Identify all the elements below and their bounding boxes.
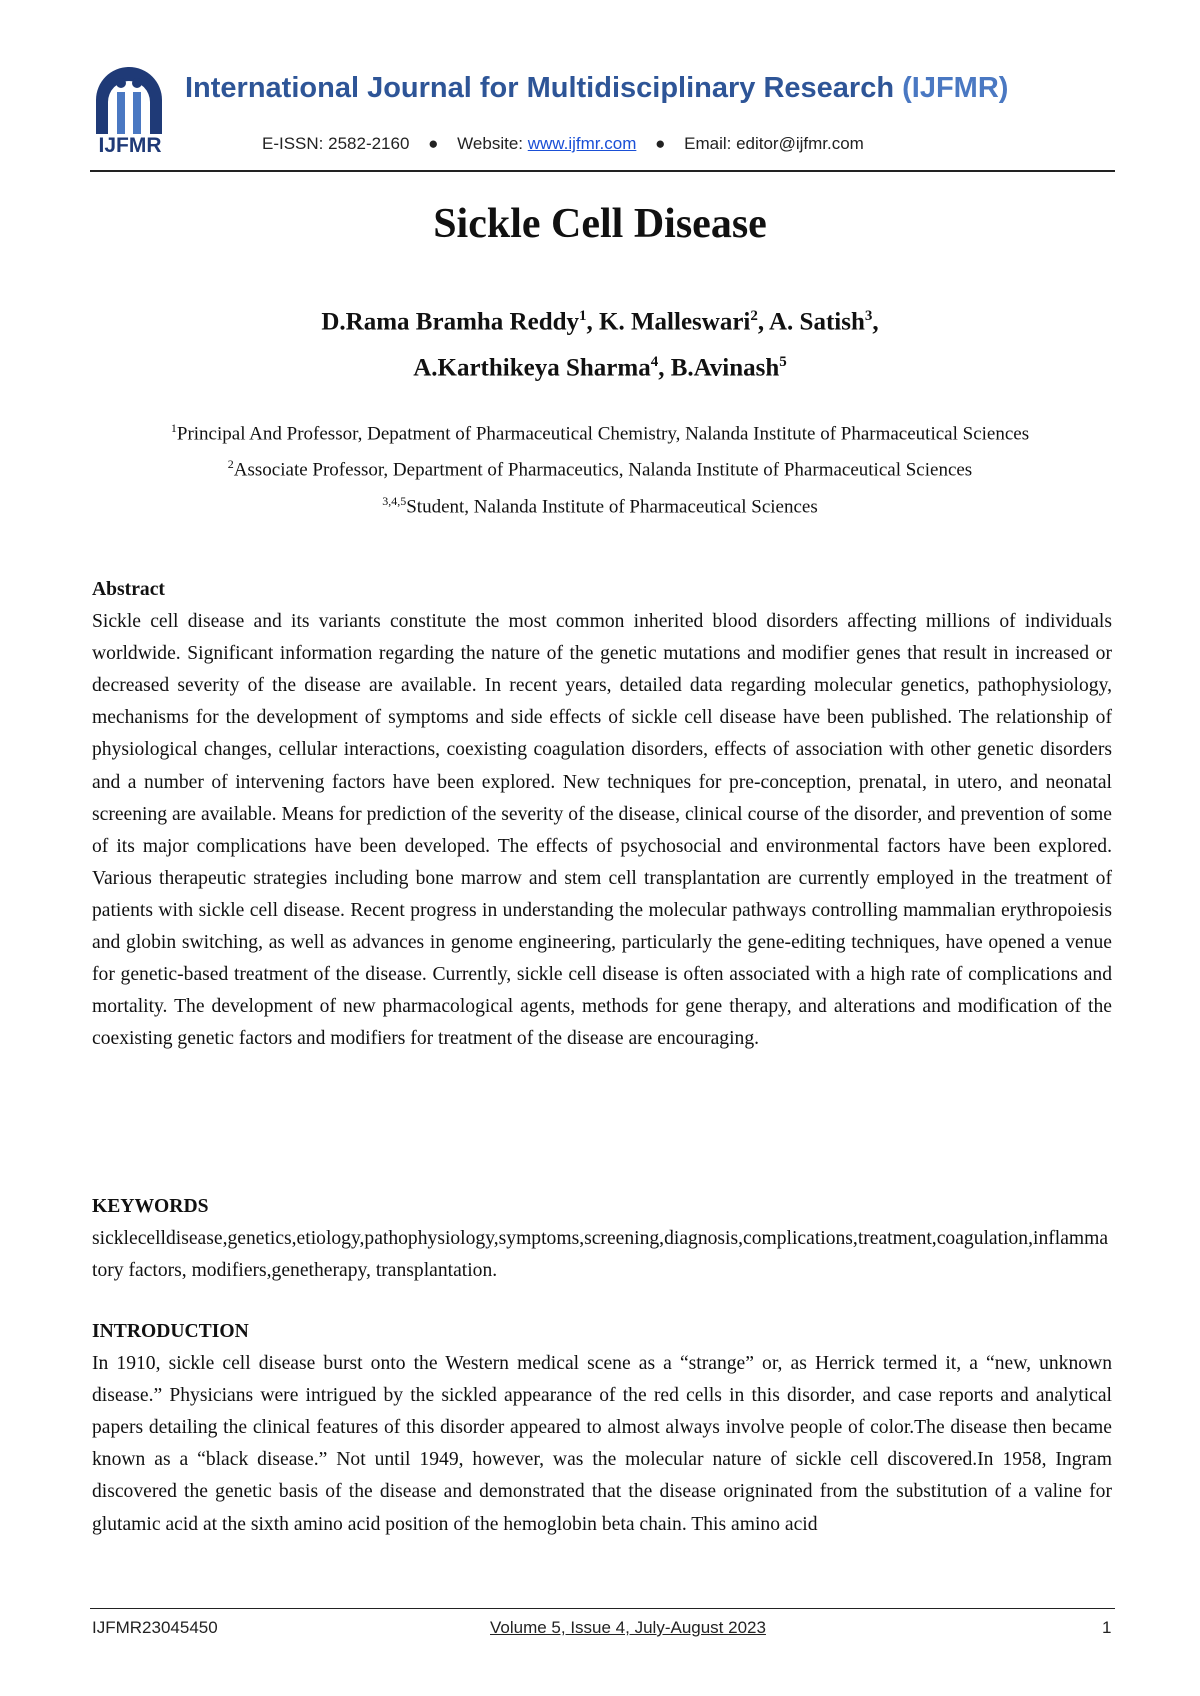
author-name: B.Avinash: [670, 354, 780, 382]
affiliation-mark: 3,4,5: [382, 493, 407, 508]
author-mark: 5: [779, 354, 787, 371]
author-line-2: A.Karthikeya Sharma$^4$, B.Avinash$^5$: [413, 354, 787, 382]
keywords-text: sicklecelldisease,genetics,etiology,pathophysiology,symptoms,screening,diagnosis,complications,treatment,coagulation,inflammatory factors, modifiers,genetherapy, transplantation.: [92, 1228, 1109, 1282]
header-rule: [90, 170, 1115, 172]
keywords-section: [92, 1191, 1112, 1287]
author-name: D.Rama Bramha Reddy: [321, 308, 580, 336]
journal-logo-icon: [90, 62, 168, 136]
paper-title: Sickle Cell Disease: [433, 201, 767, 247]
journal-header: [90, 62, 1115, 172]
email: Email: editor@ijfmr.com: [684, 134, 864, 153]
journal-abbreviation: (IJFMR): [902, 72, 1009, 104]
issn: E-ISSN: 2582-2160: [262, 134, 410, 153]
abstract-heading: Abstract: [92, 579, 165, 600]
affiliation: [110, 413, 1090, 449]
abstract-section: [92, 574, 1112, 1055]
logo-wordmark: IJFMR: [98, 134, 162, 157]
website-label: Website:: [457, 134, 523, 153]
affiliation: [110, 486, 1090, 522]
introduction-section: [92, 1316, 1112, 1541]
journal-logo: [90, 62, 168, 166]
affiliation-mark: 1: [170, 421, 177, 435]
page-number: 1: [1102, 1618, 1112, 1637]
author-mark: 1: [579, 308, 587, 324]
introduction-heading: INTRODUCTION: [92, 1321, 249, 1342]
keywords-heading: KEYWORDS: [92, 1196, 209, 1217]
bullet-icon: ●: [428, 134, 439, 153]
author-mark: 4: [650, 354, 659, 371]
affiliation-mark: 2: [227, 457, 234, 472]
journal-meta-line: [262, 134, 864, 154]
affiliation: [110, 449, 1090, 485]
affiliation-text: Student, Nalanda Institute of Pharmaceutical Sciences: [406, 495, 818, 517]
author-mark: 3: [864, 308, 873, 324]
author-name: K. Malleswari: [599, 308, 751, 336]
author-mark: 2: [750, 308, 758, 324]
affiliation-list: [110, 413, 1090, 522]
abstract-text: Sickle cell disease and its variants constitute the most common inherited blood disorders affecting millions of individuals worldwide. Significant information regarding the nature of the genetic mutations and modifier genes that result in increased or decreased severity of the disease are available. In recent years, detailed data regarding molecular genetics, pathophysiology, mechanisms for the development of symptoms and side effects of sickle cell disease have been published. The relationship of physiological changes, cellular interactions, coexisting coagulation disorders, effects of association with other genetic disorders and a number of intervening factors have been explored. New techniques for pre-conception, prenatal, in utero, and neonatal screening are available. Means for prediction of the severity of the disease, clinical course of the disorder, and prevention of some of its major complications have been developed. The effects of psychosocial and environmental factors have been explored. Various therapeutic strategies including bone marrow and stem cell transplantation are currently employed in the treatment of patients with sickle cell disease. Recent progress in understanding the molecular pathways controlling mammalian erythropoiesis and globin switching, as well as advances in genome engineering, particularly the gene-editing techniques, have opened a venue for genetic-based treatment of the disease. Currently, sickle cell disease is often associated with a high rate of complications and mortality. The development of new pharmacological agents, methods for gene therapy, and alterations and modification of the coexisting genetic factors and modifiers for treatment of the disease are encouraging.: [92, 611, 1112, 1050]
journal-title: [185, 72, 1008, 105]
volume-issue-link[interactable]: Volume 5, Issue 4, July-August 2023: [490, 1618, 766, 1637]
author-name: A. Satish: [769, 308, 865, 336]
affiliation-text: Principal And Professor, Depatment of Pharmaceutical Chemistry, Nalanda Institute of Pharmaceutical Sciences: [176, 423, 1030, 445]
introduction-text: In 1910, sickle cell disease burst onto the Western medical scene as a “strange” or, as Herrick termed it, a “new, unknown disease.” Physicians were intrigued by the sickled appearance of the red cells in this disorder, and case reports and analytical papers detailing the clinical features of this disorder appeared to almost always involve people of color.The disease then became known as a “black disease.” Not until 1949, however, was the molecular nature of sickle cell discovered.In 1958, Ingram discovered the genetic basis of the disease and demonstrated that the disease origninated from the substitution of a valine for glutamic acid at the sixth amino acid position of the hemoglobin beta chain. This amino acid: [92, 1353, 1112, 1535]
author-list: [0, 296, 1200, 389]
bullet-icon: ●: [655, 134, 666, 153]
website-link[interactable]: www.ijfmr.com: [527, 134, 637, 153]
article-id: IJFMR23045450: [92, 1618, 218, 1637]
footer-rule: [90, 1608, 1115, 1609]
author-name: A.Karthikeya Sharma: [413, 354, 651, 382]
journal-title-text: International Journal for Multidisciplinary Research: [185, 72, 895, 104]
affiliation-text: Associate Professor, Department of Pharmaceutics, Nalanda Institute of Pharmaceutical Sciences: [233, 459, 973, 481]
author-line-1: D.Rama Bramha Reddy$^1$, K. Malleswari$^2$, A. Satish$^3$,: [321, 308, 879, 336]
